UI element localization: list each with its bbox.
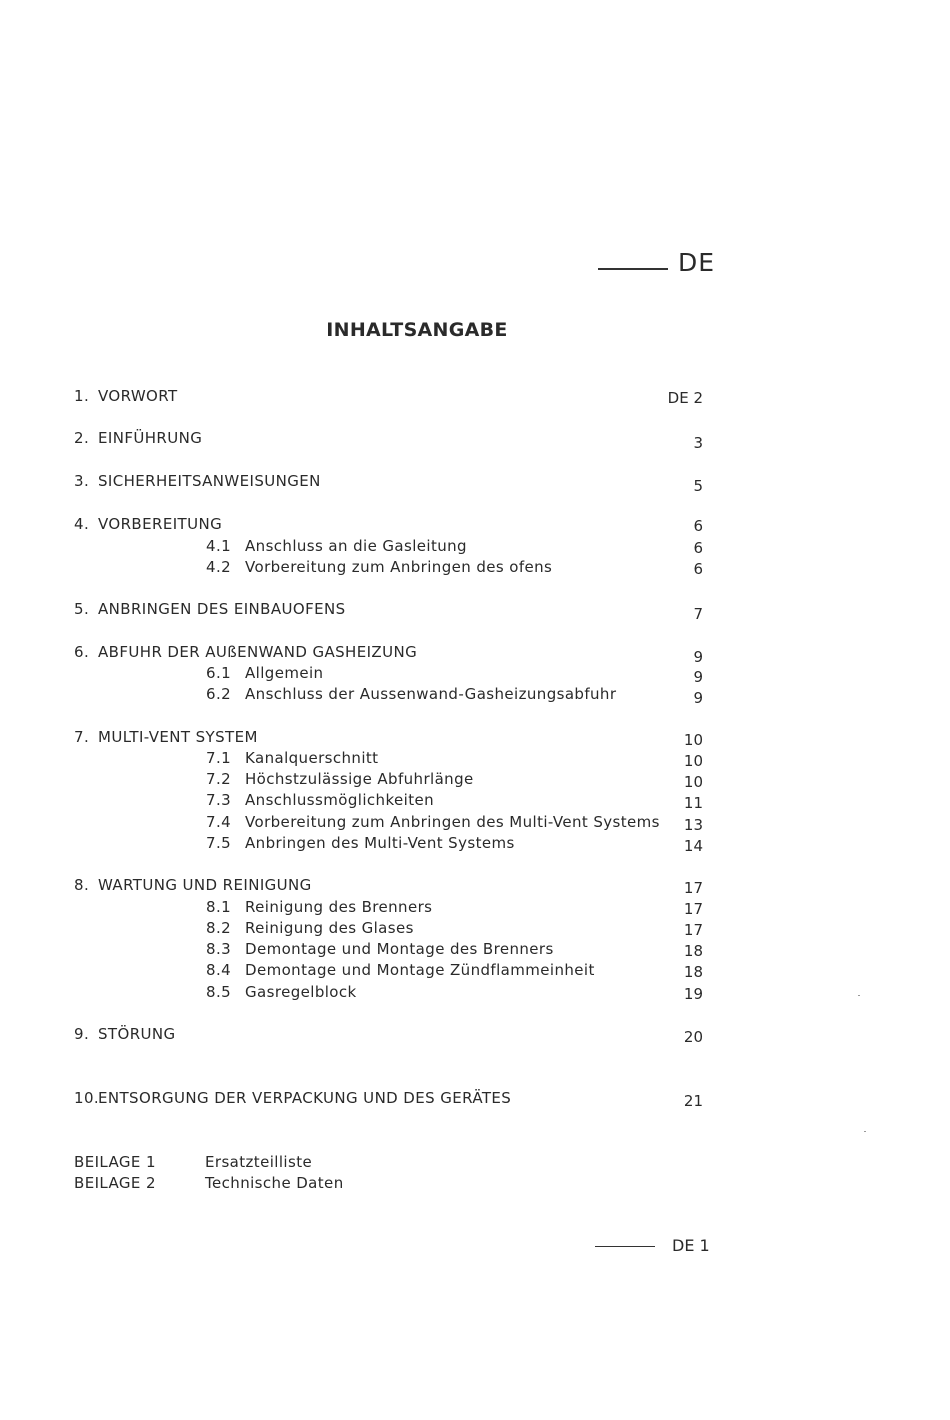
toc-subsection-title: Vorbereitung zum Anbringen des Multi-Vent Systems bbox=[245, 813, 660, 831]
toc-section-number: 4. bbox=[74, 515, 90, 533]
toc-section-number: 7. bbox=[74, 728, 90, 746]
toc-page-number: 19 bbox=[683, 985, 703, 1003]
scan-speck bbox=[864, 1131, 866, 1132]
appendix-label: BEILAGE 1 bbox=[74, 1153, 156, 1171]
toc-subsection-title: Kanalquerschnitt bbox=[245, 749, 379, 767]
toc-subsection-number: 8.1 bbox=[206, 898, 232, 916]
toc-section-title: ABFUHR DER AUßENWAND GASHEIZUNG bbox=[98, 643, 418, 661]
toc-section-number: 5. bbox=[74, 600, 90, 618]
page-title: INHALTSANGABE bbox=[326, 319, 508, 341]
toc-section-title: EINFÜHRUNG bbox=[98, 429, 203, 447]
toc-page-number: 20 bbox=[683, 1028, 703, 1046]
toc-page-number: 5 bbox=[693, 477, 703, 495]
footer-page-number: DE 1 bbox=[672, 1236, 710, 1255]
toc-subsection-number: 7.3 bbox=[206, 791, 232, 809]
toc-subsection-number: 8.5 bbox=[206, 983, 232, 1001]
toc-page-number: 6 bbox=[693, 560, 703, 578]
toc-page-number: 10 bbox=[683, 773, 703, 791]
toc-section-number: 6. bbox=[74, 643, 90, 661]
toc-subsection-title: Anschluss der Aussenwand-Gasheizungsabfuhr bbox=[245, 685, 617, 703]
toc-page-number: 7 bbox=[693, 605, 703, 623]
toc-subsection-title: Anbringen des Multi-Vent Systems bbox=[245, 834, 515, 852]
footer-rule bbox=[595, 1246, 655, 1247]
toc-section-title: VORWORT bbox=[98, 387, 178, 405]
toc-page-number: 17 bbox=[683, 921, 703, 939]
toc-page-number: 18 bbox=[683, 963, 703, 981]
toc-subsection-title: Gasregelblock bbox=[245, 983, 357, 1001]
toc-section-number: 2. bbox=[74, 429, 90, 447]
toc-section-title: STÖRUNG bbox=[98, 1025, 176, 1043]
toc-subsection-title: Höchstzulässige Abfuhrlänge bbox=[245, 770, 474, 788]
toc-subsection-title: Allgemein bbox=[245, 664, 324, 682]
toc-section-title: VORBEREITUNG bbox=[98, 515, 223, 533]
toc-subsection-title: Anschlussmöglichkeiten bbox=[245, 791, 435, 809]
toc-section-title: ENTSORGUNG DER VERPACKUNG UND DES GERÄTES bbox=[98, 1089, 512, 1107]
toc-subsection-title: Reinigung des Glases bbox=[245, 919, 414, 937]
toc-page-number: 9 bbox=[693, 668, 703, 686]
toc-subsection-title: Demontage und Montage des Brenners bbox=[245, 940, 554, 958]
appendix-title: Technische Daten bbox=[205, 1174, 344, 1192]
toc-subsection-title: Vorbereitung zum Anbringen des ofens bbox=[245, 558, 553, 576]
toc-section-number: 1. bbox=[74, 387, 90, 405]
toc-subsection-title: Reinigung des Brenners bbox=[245, 898, 433, 916]
toc-page-number: 18 bbox=[683, 942, 703, 960]
toc-section-number: 3. bbox=[74, 472, 90, 490]
toc-subsection-number: 6.2 bbox=[206, 685, 232, 703]
header-rule bbox=[598, 268, 668, 270]
toc-page-number: 17 bbox=[683, 900, 703, 918]
toc-page-number: 9 bbox=[693, 689, 703, 707]
toc-page-number: 6 bbox=[693, 517, 703, 535]
toc-subsection-number: 8.2 bbox=[206, 919, 232, 937]
toc-section-title: MULTI-VENT SYSTEM bbox=[98, 728, 258, 746]
appendix-label: BEILAGE 2 bbox=[74, 1174, 156, 1192]
toc-subsection-number: 7.2 bbox=[206, 770, 232, 788]
toc-page-number: 9 bbox=[693, 648, 703, 666]
toc-section-number: 10. bbox=[74, 1089, 100, 1107]
toc-section-title: ANBRINGEN DES EINBAUOFENS bbox=[98, 600, 346, 618]
toc-section-title: SICHERHEITSANWEISUNGEN bbox=[98, 472, 321, 490]
toc-subsection-number: 7.4 bbox=[206, 813, 232, 831]
toc-page-number: 17 bbox=[683, 879, 703, 897]
scan-speck bbox=[858, 995, 860, 996]
toc-subsection-number: 8.4 bbox=[206, 961, 232, 979]
toc-section-number: 8. bbox=[74, 876, 90, 894]
toc-page-number: 11 bbox=[683, 794, 703, 812]
toc-page-number: 3 bbox=[693, 434, 703, 452]
toc-subsection-number: 6.1 bbox=[206, 664, 232, 682]
toc-subsection-title: Demontage und Montage Zündflammeinheit bbox=[245, 961, 595, 979]
toc-subsection-number: 8.3 bbox=[206, 940, 232, 958]
language-code: DE bbox=[678, 248, 716, 277]
toc-page-number: 6 bbox=[693, 539, 703, 557]
toc-page-number: 21 bbox=[683, 1092, 703, 1110]
toc-subsection-number: 7.5 bbox=[206, 834, 232, 852]
toc-page-number: 10 bbox=[683, 752, 703, 770]
toc-subsection-number: 4.1 bbox=[206, 537, 232, 555]
toc-section-number: 9. bbox=[74, 1025, 90, 1043]
toc-subsection-number: 4.2 bbox=[206, 558, 232, 576]
toc-subsection-title: Anschluss an die Gasleitung bbox=[245, 537, 467, 555]
toc-section-title: WARTUNG UND REINIGUNG bbox=[98, 876, 312, 894]
toc-page-number: 13 bbox=[683, 816, 703, 834]
appendix-title: Ersatzteilliste bbox=[205, 1153, 313, 1171]
toc-page-number: 14 bbox=[683, 837, 703, 855]
toc-page-number: 10 bbox=[683, 731, 703, 749]
toc-subsection-number: 7.1 bbox=[206, 749, 232, 767]
toc-page-number: DE 2 bbox=[667, 389, 703, 407]
